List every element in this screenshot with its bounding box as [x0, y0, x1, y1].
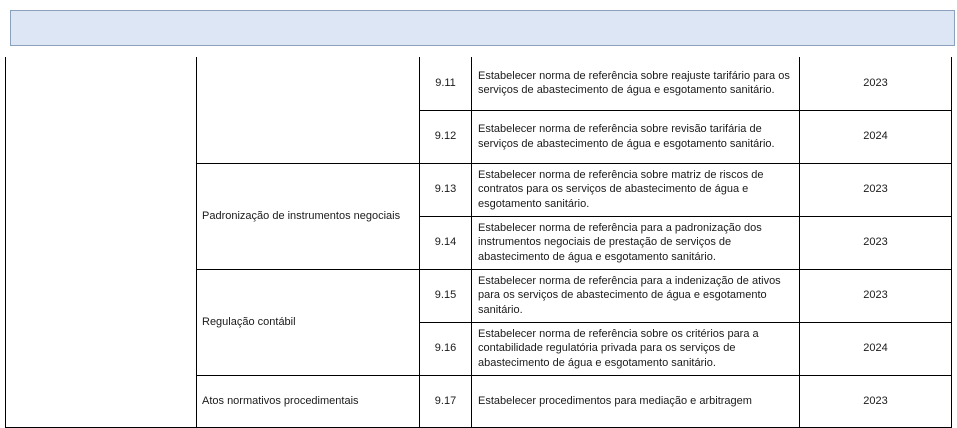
item-year: 2023 [800, 269, 952, 322]
item-description: Estabelecer norma de referência sobre reajuste tarifário para os serviços de abastecimento de água e esgotamento sanitário. [472, 57, 800, 110]
group-cell-empty [197, 57, 420, 163]
item-description: Estabelecer norma de referência sobre os critérios para a contabilidade regulatória privada para os serviços de abastecimento de água e esgotamento sanitário. [472, 322, 800, 375]
table-row [6, 57, 952, 110]
item-year: 2023 [800, 57, 952, 110]
item-year: 2024 [800, 110, 952, 163]
item-code: 9.11 [420, 57, 472, 110]
item-year: 2023 [800, 216, 952, 269]
group-cell: Padronização de instrumentos negociais [197, 163, 420, 269]
item-description: Estabelecer norma de referência para a padronização dos instrumentos negociais de prestação de serviços de abastecimento de água e esgotamento sanitário. [472, 216, 800, 269]
group-cell: Regulação contábil [197, 269, 420, 375]
item-year: 2023 [800, 163, 952, 216]
item-year: 2023 [800, 375, 952, 427]
theme-cell [6, 57, 197, 427]
item-code: 9.15 [420, 269, 472, 322]
item-description: Estabelecer procedimentos para mediação e arbitragem [472, 375, 800, 427]
item-description: Estabelecer norma de referência sobre matriz de riscos de contratos para os serviços de abastecimento de água e esgotamento sanitário. [472, 163, 800, 216]
item-year: 2024 [800, 322, 952, 375]
item-code: 9.17 [420, 375, 472, 427]
item-code: 9.14 [420, 216, 472, 269]
header-band [10, 10, 955, 46]
item-code: 9.13 [420, 163, 472, 216]
agenda-table [5, 57, 952, 428]
item-code: 9.12 [420, 110, 472, 163]
item-description: Estabelecer norma de referência sobre revisão tarifária de serviços de abastecimento de água e esgotamento sanitário. [472, 110, 800, 163]
group-cell: Atos normativos procedimentais [197, 375, 420, 427]
item-code: 9.16 [420, 322, 472, 375]
item-description: Estabelecer norma de referência para a indenização de ativos para os serviços de abastecimento de água e esgotamento sanitário. [472, 269, 800, 322]
